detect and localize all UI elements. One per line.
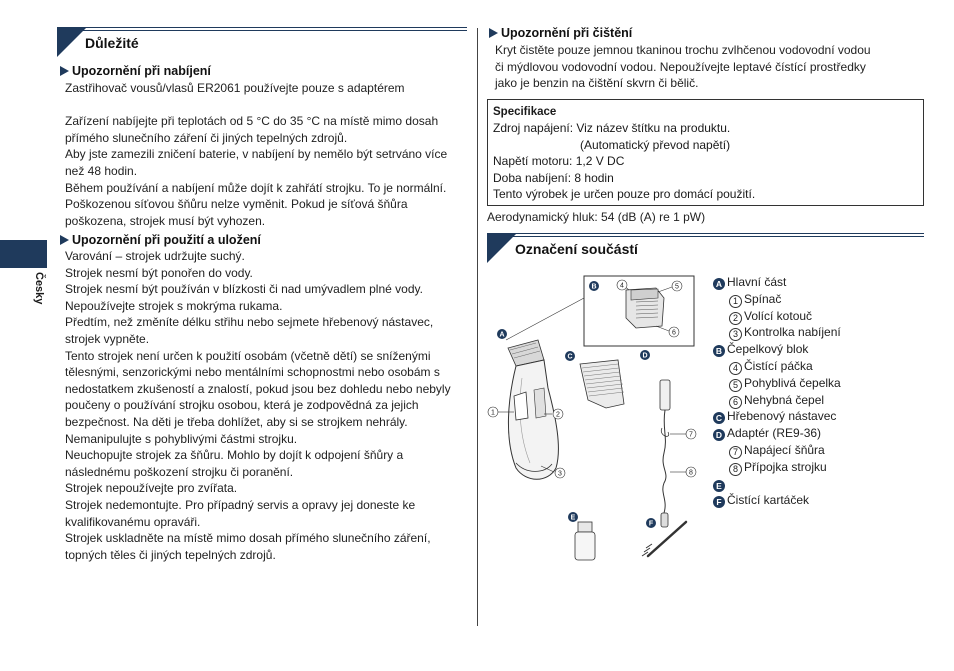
text-line: Aby jste zamezili zničení baterie, v nabíjení by nemělo být setrváno více xyxy=(65,147,448,162)
text-line: Strojek uskladněte na místě mimo dosah přímého slunečního záření, xyxy=(65,531,431,546)
header-triangle xyxy=(57,27,87,57)
oil-bottle-figure xyxy=(575,522,595,560)
part-badge: B xyxy=(713,345,725,357)
spec-power-supply: Zdroj napájení: Viz název štítku na produktu. xyxy=(493,121,731,135)
part-label xyxy=(727,477,730,491)
fig-num-2: 2 xyxy=(556,411,560,419)
part-badge: A xyxy=(713,278,725,290)
header-rule xyxy=(57,27,467,28)
parts-list-item xyxy=(729,392,824,409)
part-number: 7 xyxy=(729,446,742,459)
language-tab xyxy=(0,240,47,268)
fig-num-7: 7 xyxy=(689,431,693,439)
arrow-right-icon xyxy=(60,66,69,76)
charging-text xyxy=(65,80,447,229)
part-number: 2 xyxy=(729,312,742,325)
noise-text xyxy=(487,209,705,226)
part-badge: F xyxy=(713,496,725,508)
part-label: Hřebenový nástavec xyxy=(727,409,837,424)
part-label: Spínač xyxy=(744,291,782,306)
parts-list-item xyxy=(729,375,841,392)
text-line: Varování – strojek udržujte suchý. xyxy=(65,249,245,263)
part-label: Čistící kartáček xyxy=(727,493,810,508)
adapter-figure xyxy=(660,380,686,527)
cleaning-subtitle xyxy=(489,26,632,40)
parts-list-item xyxy=(729,324,841,341)
important-header xyxy=(57,27,467,57)
text-line: Strojek nedemontujte. Pro případný servis a opravy jej doneste ke xyxy=(65,497,416,512)
trimmer-body-figure xyxy=(498,298,584,479)
header-rule xyxy=(487,233,924,234)
parts-illustration xyxy=(486,268,708,568)
text-line: Strojek nepoužívejte pro zvířata. xyxy=(65,481,238,496)
specifications-box xyxy=(487,99,924,206)
usage-text xyxy=(65,248,451,563)
text-line: Strojek nesmí být ponořen do vody. xyxy=(65,265,253,280)
text-line: kvalifikovanému opraváři. xyxy=(65,514,201,529)
fig-badge-f: F xyxy=(648,520,654,528)
text-line: poučeny o používání strojku osobou, která je zodpovědná za jejich xyxy=(65,398,419,413)
fig-badge-e: E xyxy=(570,514,576,522)
part-label: Pohyblivá čepelka xyxy=(744,375,841,390)
comb-attachment-figure xyxy=(580,360,624,408)
text-line: Zastřihovač vousů/vlasů ER2061 používejte pouze s adaptérem xyxy=(65,81,405,95)
part-label: Čistící páčka xyxy=(744,359,813,373)
part-badge: D xyxy=(713,429,725,441)
text-line: Předtím, než změníte délku střihu nebo sejmete hřebenový nástavec, xyxy=(65,315,434,330)
charging-subtitle-text: Upozornění při nabíjení xyxy=(72,64,211,78)
text-line xyxy=(65,97,447,114)
fig-num-5: 5 xyxy=(675,283,679,291)
parts-title: Označení součástí xyxy=(515,241,638,257)
cleaning-subtitle-text: Upozornění při čištění xyxy=(501,26,633,40)
parts-list-item xyxy=(729,308,812,325)
parts-header xyxy=(487,233,924,263)
text-line: jako je benzin na čištění skvrn či bělič. xyxy=(495,76,699,91)
part-label: Volící kotouč xyxy=(744,308,813,323)
part-number: 1 xyxy=(729,295,742,308)
charging-subtitle xyxy=(60,64,211,78)
text-line: Tento strojek není určen k použití osobám (včetně dětí) se sníženými xyxy=(65,348,431,363)
spec-motor-voltage: Napětí motoru: 1,2 V DC xyxy=(493,154,625,169)
arrow-right-icon xyxy=(60,235,69,245)
part-label: Přípojka strojku xyxy=(744,459,827,474)
fig-num-3: 3 xyxy=(558,470,562,478)
text-line: Neuchopujte strojek za šňůru. Mohlo by dojít k odpojení šňůry a xyxy=(65,448,404,463)
parts-list-item xyxy=(729,358,813,375)
usage-subtitle-text: Upozornění při použití a uložení xyxy=(72,233,261,247)
spec-power-note: (Automatický převod napětí) xyxy=(580,137,731,152)
fig-num-6: 6 xyxy=(672,329,676,337)
part-number: 4 xyxy=(729,362,742,375)
fig-num-8: 8 xyxy=(689,469,693,477)
cleaning-text xyxy=(495,42,871,92)
part-number: 8 xyxy=(729,463,742,476)
text-line: topných těles či jiných tepelných zdrojů. xyxy=(65,547,276,562)
part-badge: E xyxy=(713,480,725,492)
text-line: než 48 hodin. xyxy=(65,163,138,178)
header-rule xyxy=(487,236,924,237)
text-line: následnému poškození strojku či poranění. xyxy=(65,464,294,479)
column-divider xyxy=(477,28,478,626)
header-rule xyxy=(57,30,467,31)
fig-badge-b: B xyxy=(591,283,597,291)
text-line: Nepoužívejte strojek s mokrýma rukama. xyxy=(65,298,283,313)
text-line: bezpečnost. Na děti je třeba dohlížet, aby si se strojkem nehrály. xyxy=(65,414,408,429)
text-line: přímého slunečního záření či jiných tepelných zdrojů. xyxy=(65,130,348,145)
part-label: Napájecí šňůra xyxy=(744,443,825,457)
arrow-right-icon xyxy=(489,28,498,38)
fig-num-4: 4 xyxy=(620,282,624,290)
text-line: poškozena, strojek musí být vyhozen. xyxy=(65,213,266,228)
text-line: Zařízení nabíjejte při teplotách od 5 °C do 35 °C na místě mimo dosah xyxy=(65,114,439,129)
parts-list-item xyxy=(713,476,730,492)
text-line: Nemanipulujte s pohyblivými částmi strojku. xyxy=(65,431,298,446)
language-label: Česky xyxy=(33,272,45,305)
noise-value: Aerodynamický hluk: 54 (dB (A) re 1 pW) xyxy=(487,210,706,224)
usage-subtitle xyxy=(60,233,261,247)
parts-list-item xyxy=(729,291,781,308)
parts-list-item xyxy=(713,492,809,508)
spec-household-use: Tento výrobek je určen pouze pro domácí použití. xyxy=(493,187,756,202)
fig-badge-a: A xyxy=(499,331,505,339)
important-title: Důležité xyxy=(85,35,139,51)
text-line: strojek vypněte. xyxy=(65,331,150,346)
parts-list-item xyxy=(713,425,821,441)
text-line: nedostatkem zkušeností a znalostí, pokud jsou bez dohledu nebo nebyly xyxy=(65,381,451,396)
fig-num-1: 1 xyxy=(491,409,495,417)
part-label: Adaptér (RE9-36) xyxy=(727,426,822,441)
parts-list-item xyxy=(713,408,836,424)
specs-title: Specifikace xyxy=(493,106,557,118)
text-line: Strojek nesmí být používán v blízkosti či nad umývadlem plné vody. xyxy=(65,282,423,297)
text-line: tělesnými, senzorickými nebo mentálními schopnostmi nebo osobám s xyxy=(65,365,440,380)
text-line: či mýdlovou vodovodní vodou. Nepoužívejte leptavé čístící prostředky xyxy=(495,59,866,74)
part-number: 6 xyxy=(729,396,742,409)
part-label: Hlavní část xyxy=(727,275,787,289)
fig-badge-c: C xyxy=(567,353,573,361)
parts-list-item xyxy=(729,459,827,476)
part-number: 5 xyxy=(729,379,742,392)
parts-list-item xyxy=(729,442,825,459)
spec-charging-time: Doba nabíjení: 8 hodin xyxy=(493,170,614,185)
text-line: Kryt čistěte pouze jemnou tkaninou trochu zvlhčenou vodovodní vodou xyxy=(495,43,871,57)
parts-list-item xyxy=(713,274,786,290)
part-label: Kontrolka nabíjení xyxy=(744,325,841,340)
part-label: Čepelkový blok xyxy=(727,342,809,357)
parts-list-item xyxy=(713,341,808,357)
text-line: Během používání a nabíjení může dojít k zahřátí strojku. To je normální. xyxy=(65,180,447,195)
part-badge: C xyxy=(713,412,725,424)
part-number: 3 xyxy=(729,328,742,341)
text-line: Poškozenou síťovou šňůru nelze vyměnit. Pokud je síťová šňůra xyxy=(65,197,408,212)
header-triangle xyxy=(487,233,517,263)
fig-badge-d: D xyxy=(642,352,648,360)
part-label: Nehybná čepel xyxy=(744,392,825,407)
